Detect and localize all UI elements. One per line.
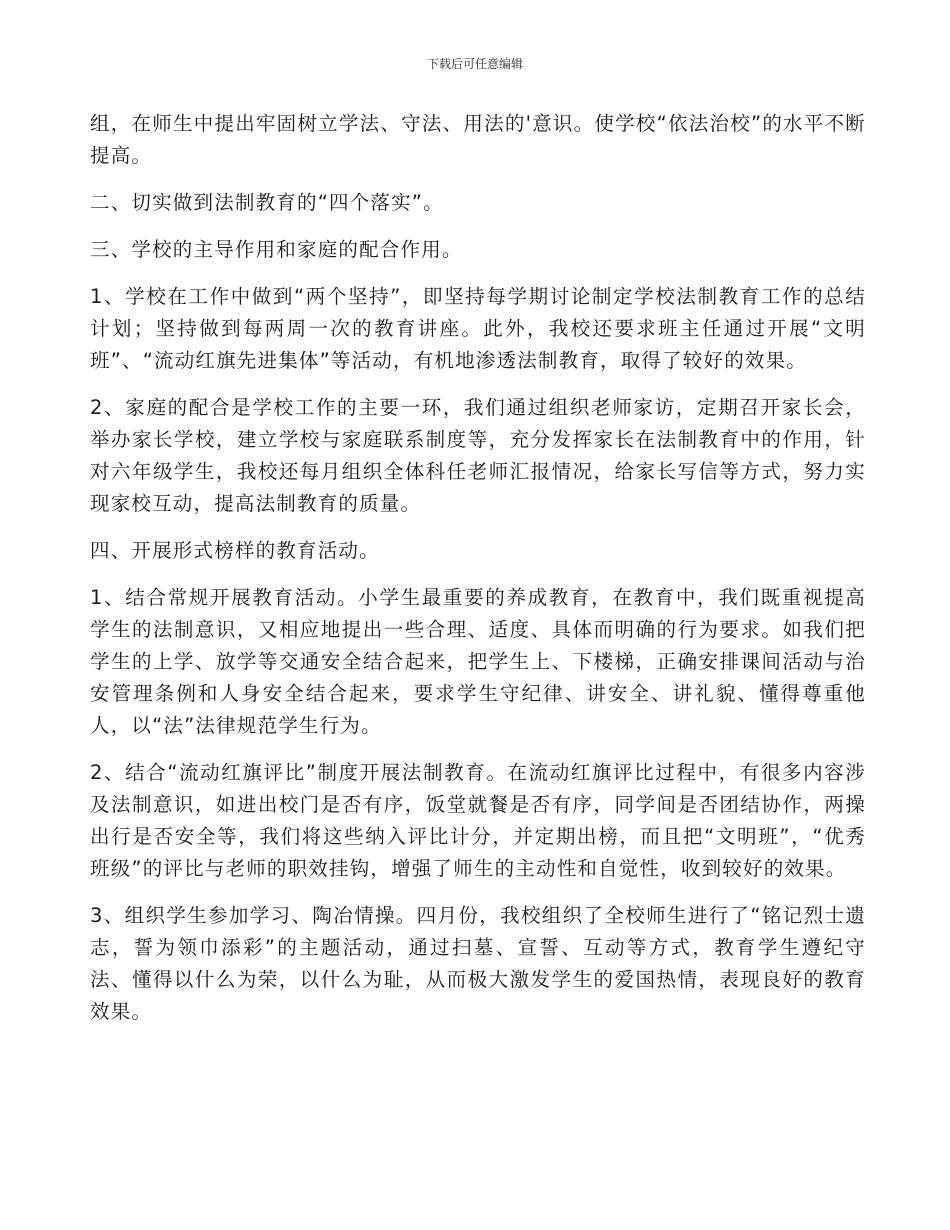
paragraph-8: 2、结合“流动红旗评比”制度开展法制教育。在流动红旗评比过程中，有很多内容涉及法制意识，如进出校门是否有序，饭堂就餐是否有序，同学间是否团结协作，两操出行是否安全等，我们将这些纳入评比计分，并定期出榜，而且把“文明班”，“优秀班级”的评比与老师的职效挂钩，增强了师生的主动性和自觉性，收到较好的效果。 <box>90 761 866 880</box>
document-body <box>90 108 866 1043</box>
paragraph-6: 四、开展形式榜样的教育活动。 <box>90 539 380 562</box>
paragraph-9: 3、组织学生参加学习、陶冶情操。四月份，我校组织了全校师生进行了“铭记烈士遗志，誓为领巾添彩”的主题活动，通过扫墓、宣誓、互动等方式，教育学生遵纪守法、懂得以什么为荣，以什么为耻，从而极大激发学生的爱国热情，表现良好的教育效果。 <box>90 904 866 1023</box>
paragraph-5: 2、家庭的配合是学校工作的主要一环，我们通过组织老师家访，定期召开家长会，举办家长学校，建立学校与家庭联系制度等，充分发挥家长在法制教育中的作用，针对六年级学生，我校还每月组织全体科任老师汇报情况，给家长写信等方式，努力实现家校互动，提高法制教育的质量。 <box>90 396 866 515</box>
page-header-note: 下载后可任意编辑 <box>426 57 523 71</box>
paragraph-7: 1、结合常规开展教育活动。小学生最重要的养成教育，在教育中，我们既重视提高学生的法制意识，又相应地提出一些合理、适度、具体而明确的行为要求。如我们把学生的上学、放学等交通安全结合起来，把学生上、下楼梯，正确安排课间活动与治安管理条例和人身安全结合起来，要求学生守纪律、讲安全、讲礼貌、懂得尊重他人，以“法”法律规范学生行为。 <box>90 586 866 737</box>
paragraph-4: 1、学校在工作中做到“两个坚持”，即坚持每学期讨论制定学校法制教育工作的总结计划；坚持做到每两周一次的教育讲座。此外，我校还要求班主任通过开展“文明班”、“流动红旗先进集体”等活动，有机地渗透法制教育，取得了较好的效果。 <box>90 285 866 372</box>
paragraph-1: 组，在师生中提出牢固树立学法、守法、用法的'意识。使学校“依法治校”的水平不断提高。 <box>90 112 866 167</box>
paragraph-2: 二、切实做到法制教育的“四个落实”。 <box>90 191 444 214</box>
paragraph-3: 三、学校的主导作用和家庭的配合作用。 <box>90 238 463 261</box>
